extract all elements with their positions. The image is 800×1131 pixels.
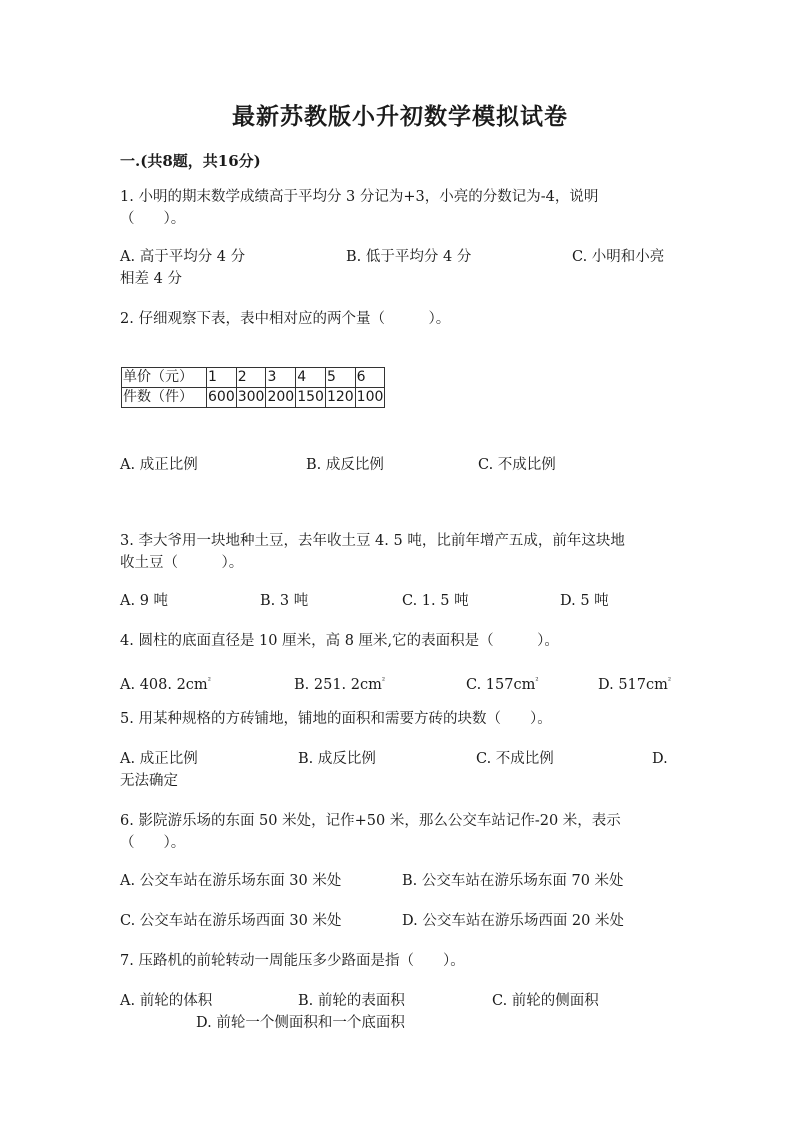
price-quantity-table bbox=[121, 367, 385, 408]
question-2-option-c: C. 不成比例 bbox=[478, 457, 556, 473]
question-4-option-c bbox=[466, 670, 539, 696]
question-4-option-c-text: C. 157cm bbox=[466, 676, 536, 693]
table-cell: 3 bbox=[266, 368, 296, 388]
table-cell: 120 bbox=[325, 388, 355, 408]
table-cell: 200 bbox=[266, 388, 296, 408]
question-6-option-d: D. 公交车站在游乐场西面 20 米处 bbox=[402, 913, 624, 929]
table-cell: 2 bbox=[236, 368, 266, 388]
squared-sup: ² bbox=[381, 676, 386, 685]
question-5-option-b: B. 成反比例 bbox=[298, 751, 376, 767]
table-cell: 600 bbox=[207, 388, 237, 408]
question-7-option-d: D. 前轮一个侧面积和一个底面积 bbox=[196, 1015, 405, 1031]
question-7-option-c: C. 前轮的侧面积 bbox=[492, 993, 599, 1009]
question-2-option-a: A. 成正比例 bbox=[120, 457, 198, 473]
question-3-option-a: A. 9 吨 bbox=[120, 593, 169, 609]
question-4-option-b bbox=[294, 670, 385, 696]
question-1-option-c-cont: 相差 4 分 bbox=[120, 271, 182, 287]
question-1-option-b: B. 低于平均分 4 分 bbox=[346, 249, 472, 265]
question-5-option-d: D. bbox=[652, 751, 668, 767]
table-cell: 100 bbox=[355, 388, 385, 408]
question-6-option-a: A. 公交车站在游乐场东面 30 米处 bbox=[120, 873, 342, 889]
question-6-option-b: B. 公交车站在游乐场东面 70 米处 bbox=[402, 873, 624, 889]
question-6-option-c: C. 公交车站在游乐场西面 30 米处 bbox=[120, 913, 342, 929]
question-3-line-2: 收土豆（ ）。 bbox=[120, 555, 244, 571]
squared-sup: ² bbox=[535, 676, 539, 685]
question-4-option-a-text: A. 408. 2cm bbox=[120, 676, 208, 693]
table-cell: 300 bbox=[236, 388, 266, 408]
question-4-option-d-text: D. 517cm bbox=[598, 676, 668, 693]
question-4-text: 4. 圆柱的底面直径是 10 厘米，高 8 厘米,它的表面积是（ ）。 bbox=[120, 633, 559, 649]
question-4-option-d bbox=[598, 670, 671, 696]
question-5-option-d-cont: 无法确定 bbox=[120, 773, 178, 789]
question-4-option-a bbox=[120, 670, 211, 696]
question-2-option-b: B. 成反比例 bbox=[306, 457, 384, 473]
table-cell: 150 bbox=[296, 388, 326, 408]
table-row bbox=[122, 388, 385, 408]
question-1-option-a: A. 高于平均分 4 分 bbox=[120, 249, 246, 265]
question-3-option-d: D. 5 吨 bbox=[560, 593, 609, 609]
question-3-option-b: B. 3 吨 bbox=[260, 593, 309, 609]
question-1-option-c: C. 小明和小亮 bbox=[572, 249, 665, 265]
question-3-option-c: C. 1. 5 吨 bbox=[402, 593, 469, 609]
question-5-option-a: A. 成正比例 bbox=[120, 751, 198, 767]
table-cell: 5 bbox=[325, 368, 355, 388]
question-2-text: 2. 仔细观察下表，表中相对应的两个量（ ）。 bbox=[120, 311, 451, 327]
table-cell: 1 bbox=[207, 368, 237, 388]
squared-sup: ² bbox=[207, 676, 211, 685]
question-3-line-1: 3. 李大爷用一块地种土豆，去年收土豆 4. 5 吨，比前年增产五成，前年这块地 bbox=[120, 533, 625, 549]
question-7-text: 7. 压路机的前轮转动一周能压多少路面是指（ ）。 bbox=[120, 953, 465, 969]
question-7-option-a: A. 前轮的体积 bbox=[120, 993, 213, 1009]
squared-sup: ² bbox=[667, 676, 672, 685]
page-title: 最新苏教版小升初数学模拟试卷 bbox=[232, 103, 568, 130]
question-1-line-2: （ ）。 bbox=[120, 211, 186, 227]
section-heading: 一.(共8题，共16分) bbox=[120, 152, 261, 170]
table-cell: 4 bbox=[296, 368, 326, 388]
question-5-option-c: C. 不成比例 bbox=[476, 751, 554, 767]
question-5-text: 5. 用某种规格的方砖铺地，铺地的面积和需要方砖的块数（ ）。 bbox=[120, 711, 552, 727]
question-4-option-b-text: B. 251. 2cm bbox=[294, 676, 382, 693]
table-row-label: 单价（元） bbox=[122, 368, 207, 388]
question-7-option-b: B. 前轮的表面积 bbox=[298, 993, 405, 1009]
question-6-line-1: 6. 影院游乐场的东面 50 米处，记作+50 米，那么公交车站记作-20 米，表示 bbox=[120, 813, 621, 829]
question-6-line-2: （ ）。 bbox=[120, 835, 186, 851]
table-cell: 6 bbox=[355, 368, 385, 388]
question-1-line-1: 1. 小明的期末数学成绩高于平均分 3 分记为+3，小亮的分数记为-4，说明 bbox=[120, 189, 599, 205]
table-row-label: 件数（件） bbox=[122, 388, 207, 408]
table-row bbox=[122, 368, 385, 388]
